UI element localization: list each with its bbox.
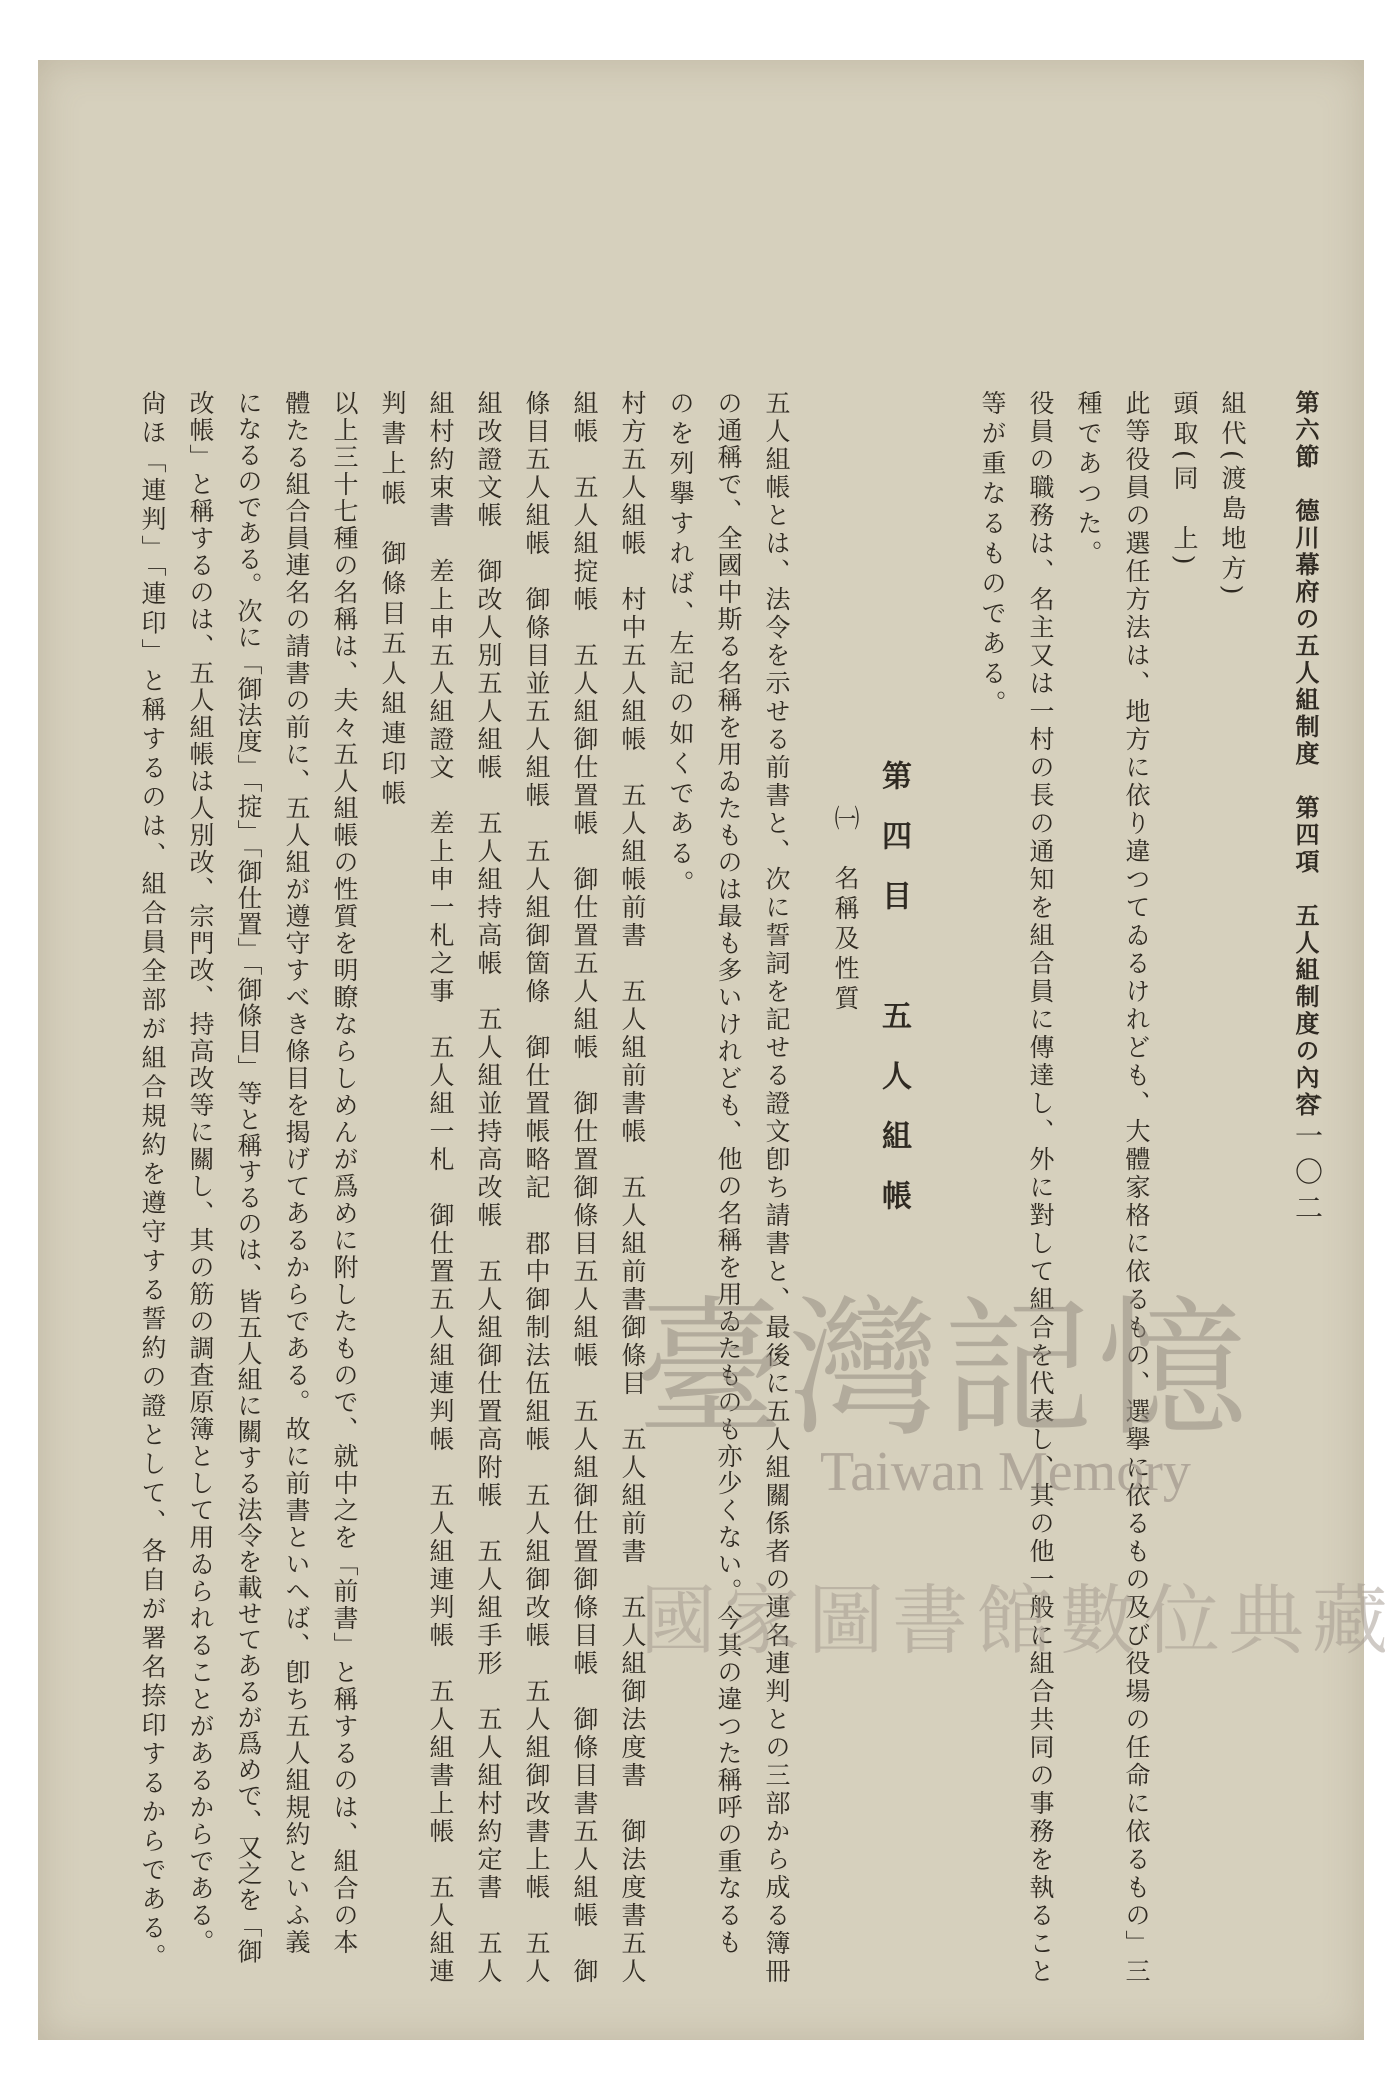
- text-column-4: 種であつた。: [1074, 390, 1103, 570]
- text-column-11: 組帳 五人組掟帳 五人組御仕置帳 御仕置五人組帳 御仕置御條目五人組帳 五人組御仕置御條目帳 御條目書五人組帳 御: [570, 390, 599, 1986]
- text-column-5: 役員の職務は、名主又は一村の長の通知を組合員に傳達し、外に對して組合を代表し、其の他一般に組合共同の事務を執ること: [1026, 390, 1055, 1986]
- text-column-1: 組代(渡島地方): [1218, 390, 1247, 600]
- text-column-19: 改帳」と稱するのは、五人組帳は人別改、宗門改、持高改等に關し、其の筋の調査原簿として用ゐられることがあるからである。: [186, 390, 215, 1956]
- scanned-page: [38, 60, 1364, 2040]
- text-column-9: のを列擧すれば、左記の如くである。: [666, 390, 695, 900]
- text-column-17: 體たる組合員連名の請書の前に、五人組が遵守すべき條目を揭げてあるからである。故に前書といへば、卽ち五人組規約といふ義: [282, 390, 311, 1956]
- section-title: 第四目 五人組帳: [876, 760, 911, 1240]
- page-number: 一一〇二: [1291, 1085, 1324, 1229]
- text-column-12: 條目五人組帳 御條目並五人組帳 五人組御箇條 御仕置帳略記 郡中御制法伍組帳 五人組御改帳 五人組御改書上帳 五人: [522, 390, 551, 1986]
- text-column-16: 以上三十七種の名稱は、夫々五人組帳の性質を明瞭ならしめんが爲めに附したもので、就中之を「前書」と稱するのは、組合の本: [330, 390, 359, 1956]
- text-column-2: 頭取(同 上): [1170, 390, 1199, 570]
- text-column-7: 五人組帳とは、法令を示せる前書と、次に誓詞を記せる證文卽ち請書と、最後に五人組關係者の連名連判との三部から成る簿冊: [762, 390, 791, 1986]
- running-head: 第六節 德川幕府の五人組制度 第四項 五人組制度の內容: [1291, 390, 1320, 1119]
- text-column-20: 尙ほ「連判」「連印」と稱するのは、組合員全部が組合規約を遵守する誓約の證として、各自が署名捺印するからである。: [138, 390, 167, 1973]
- text-column-10: 村方五人組帳 村中五人組帳 五人組帳前書 五人組前書帳 五人組前書御條目 五人組前書 五人組御法度書 御法度書五人: [618, 390, 647, 1986]
- text-column-15: 判書上帳 御條目五人組連印帳: [378, 390, 407, 810]
- watermark-chinese: 國家圖書館數位典藏: [640, 1576, 1396, 1665]
- text-column-18: になるのである。次に「御法度」「掟」「御仕置」「御條目」等と稱するのは、皆五人組に關する法令を載せてあるが爲めで、又之を「御: [234, 390, 263, 1965]
- text-column-13: 組改證文帳 御改人別五人組帳 五人組持高帳 五人組並持高改帳 五人組御仕置高附帳 五人組手形 五人組村約定書 五人: [474, 390, 503, 1986]
- watermark-logo: 臺灣記憶: [635, 1283, 1252, 1457]
- text-column-3: 此等役員の選任方法は、地方に依り違つてゐるけれども、大體家格に依るもの、選擧に依るもの及び役場の任命に依るもの」三: [1122, 390, 1151, 1986]
- text-column-8: の通稱で、全國中斯る名稱を用ゐたものは最も多いけれども、他の名稱を用ゐたものも亦少くない。今其の違つた稱呼の重なるも: [714, 390, 743, 1956]
- subsection-heading: ㈠ 名稱及性質: [831, 805, 860, 1015]
- text-column-14: 組村約束書 差上申五人組證文 差上申一札之事 五人組一札 御仕置五人組連判帳 五人組連判帳 五人組書上帳 五人組連: [426, 390, 455, 1986]
- text-column-6: 等が重なるものである。: [978, 390, 1007, 720]
- watermark-english: Taiwan Memory: [820, 1441, 1191, 1503]
